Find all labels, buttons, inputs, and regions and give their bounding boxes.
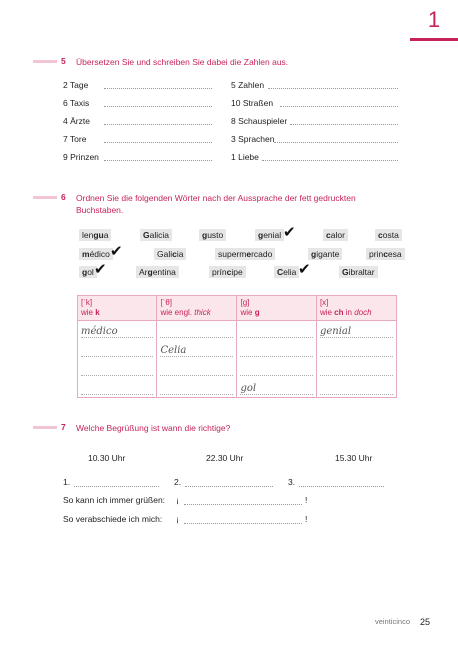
- blank-1-label: 1.: [63, 477, 71, 487]
- exercise-7-marker: [33, 426, 57, 429]
- chapter-number: 1: [410, 0, 458, 41]
- answer-cell[interactable]: [157, 340, 237, 359]
- time-3: 15.30 Uhr: [335, 453, 373, 463]
- handwritten-answer: gol: [240, 383, 257, 394]
- handwritten-answer: Celia: [160, 345, 187, 356]
- greeting-close-mark: !: [305, 495, 308, 505]
- translation-line-right[interactable]: [290, 124, 398, 125]
- translation-item-left: 7 Tore: [63, 134, 87, 144]
- greeting-line[interactable]: [184, 504, 302, 505]
- exercise-5-instruction: Übersetzen Sie und schreiben Sie dabei die Zahlen aus.: [76, 57, 289, 67]
- word-chip: gusto: [199, 229, 226, 241]
- table-row: [78, 321, 397, 341]
- exercise-7-instruction: Welche Begrüßung ist wann die richtige?: [76, 423, 231, 433]
- answer-cell[interactable]: [237, 321, 316, 341]
- exercise-7-number: 7: [61, 422, 66, 432]
- word-chip: Galicia: [140, 229, 172, 241]
- answer-cell[interactable]: [316, 378, 396, 398]
- translation-item-left: 2 Tage: [63, 80, 89, 90]
- blank-3-label: 3.: [288, 477, 296, 487]
- answer-cell[interactable]: [157, 321, 237, 341]
- translation-item-right: 8 Schauspieler: [231, 116, 288, 126]
- blank-2-line[interactable]: [185, 486, 273, 487]
- translation-line-left[interactable]: [104, 160, 212, 161]
- exercise-6-number: 6: [61, 192, 66, 202]
- translation-line-right[interactable]: [280, 106, 398, 107]
- table-row: [78, 359, 397, 378]
- sound-column-header: [g] wie g: [237, 296, 316, 321]
- translation-item-right: 1 Liebe: [231, 152, 259, 162]
- farewell-line[interactable]: [184, 523, 302, 524]
- translation-item-right: 5 Zahlen: [231, 80, 265, 90]
- blank-1-line[interactable]: [74, 486, 159, 487]
- word-chip: genial: [255, 229, 284, 241]
- translation-item-left: 6 Taxis: [63, 98, 90, 108]
- answer-cell[interactable]: [157, 359, 237, 378]
- sound-column-header: [ˈk] wie k: [78, 296, 157, 321]
- answer-cell[interactable]: [237, 340, 316, 359]
- answer-cell[interactable]: [157, 378, 237, 398]
- answer-cell[interactable]: [316, 340, 396, 359]
- answer-cell[interactable]: [78, 359, 157, 378]
- translation-item-right: 3 Sprachen: [231, 134, 275, 144]
- translation-line-left[interactable]: [104, 106, 212, 107]
- exercise-6-instruction-line-2: Buchstaben.: [76, 205, 124, 215]
- translation-item-left: 9 Prinzen: [63, 152, 99, 162]
- answer-cell[interactable]: [237, 378, 316, 398]
- word-chip: gol: [79, 266, 97, 278]
- translation-line-left[interactable]: [104, 124, 212, 125]
- exercise-5-marker: [33, 60, 57, 63]
- time-2: 22.30 Uhr: [206, 453, 244, 463]
- translation-item-right: 10 Straßen: [231, 98, 274, 108]
- answer-cell[interactable]: [237, 359, 316, 378]
- checkmark-icon: ✔: [94, 261, 107, 278]
- sound-table: [77, 295, 397, 398]
- word-chip: Argentina: [136, 266, 179, 278]
- blank-2-label: 2.: [174, 477, 182, 487]
- greeting-label: So kann ich immer grüßen:: [63, 495, 166, 505]
- word-chip: princesa: [366, 248, 405, 260]
- checkmark-icon: ✔: [298, 261, 311, 278]
- translation-line-right[interactable]: [262, 160, 398, 161]
- word-chip: príncipe: [209, 266, 246, 278]
- table-row: [78, 340, 397, 359]
- farewell-open-mark: ¡: [176, 514, 179, 524]
- exercise-5-number: 5: [61, 56, 66, 66]
- checkmark-icon: ✔: [110, 243, 123, 260]
- sound-column-header: [x] wie ch in doch: [316, 296, 396, 321]
- time-1: 10.30 Uhr: [88, 453, 126, 463]
- greeting-open-mark: ¡: [176, 495, 179, 505]
- translation-line-right[interactable]: [268, 88, 398, 89]
- word-chip: Celia: [274, 266, 299, 278]
- word-chip: Gibraltar: [339, 266, 378, 278]
- answer-cell[interactable]: [78, 340, 157, 359]
- translation-line-left[interactable]: [104, 142, 212, 143]
- answer-cell[interactable]: [78, 378, 157, 398]
- word-chip: Galicia: [154, 248, 186, 260]
- word-chip: costa: [375, 229, 402, 241]
- translation-line-left[interactable]: [104, 88, 212, 89]
- sound-column-header: [ˈθ] wie engl. thick: [157, 296, 237, 321]
- page-number-word: veinticinco: [374, 617, 410, 626]
- translation-line-right[interactable]: [274, 142, 398, 143]
- farewell-label: So verabschiede ich mich:: [63, 514, 163, 524]
- word-chip: lengua: [79, 229, 111, 241]
- table-row: [78, 378, 397, 398]
- translation-item-left: 4 Ärzte: [63, 116, 90, 126]
- word-chip: supermercado: [215, 248, 275, 260]
- page-number: 25: [419, 617, 430, 627]
- answer-cell[interactable]: [316, 321, 396, 341]
- handwritten-answer: médico: [81, 326, 118, 337]
- handwritten-answer: genial: [319, 326, 352, 337]
- word-chip: médico: [79, 248, 113, 260]
- word-chip: gigante: [308, 248, 342, 260]
- answer-cell[interactable]: [316, 359, 396, 378]
- word-chip: calor: [323, 229, 348, 241]
- exercise-6-marker: [33, 196, 57, 199]
- exercise-6-instruction-line-1: Ordnen Sie die folgenden Wörter nach der Aussprache der fett gedruckten: [76, 193, 356, 203]
- checkmark-icon: ✔: [283, 224, 296, 241]
- blank-3-line[interactable]: [299, 486, 384, 487]
- farewell-close-mark: !: [305, 514, 308, 524]
- answer-cell[interactable]: [78, 321, 157, 341]
